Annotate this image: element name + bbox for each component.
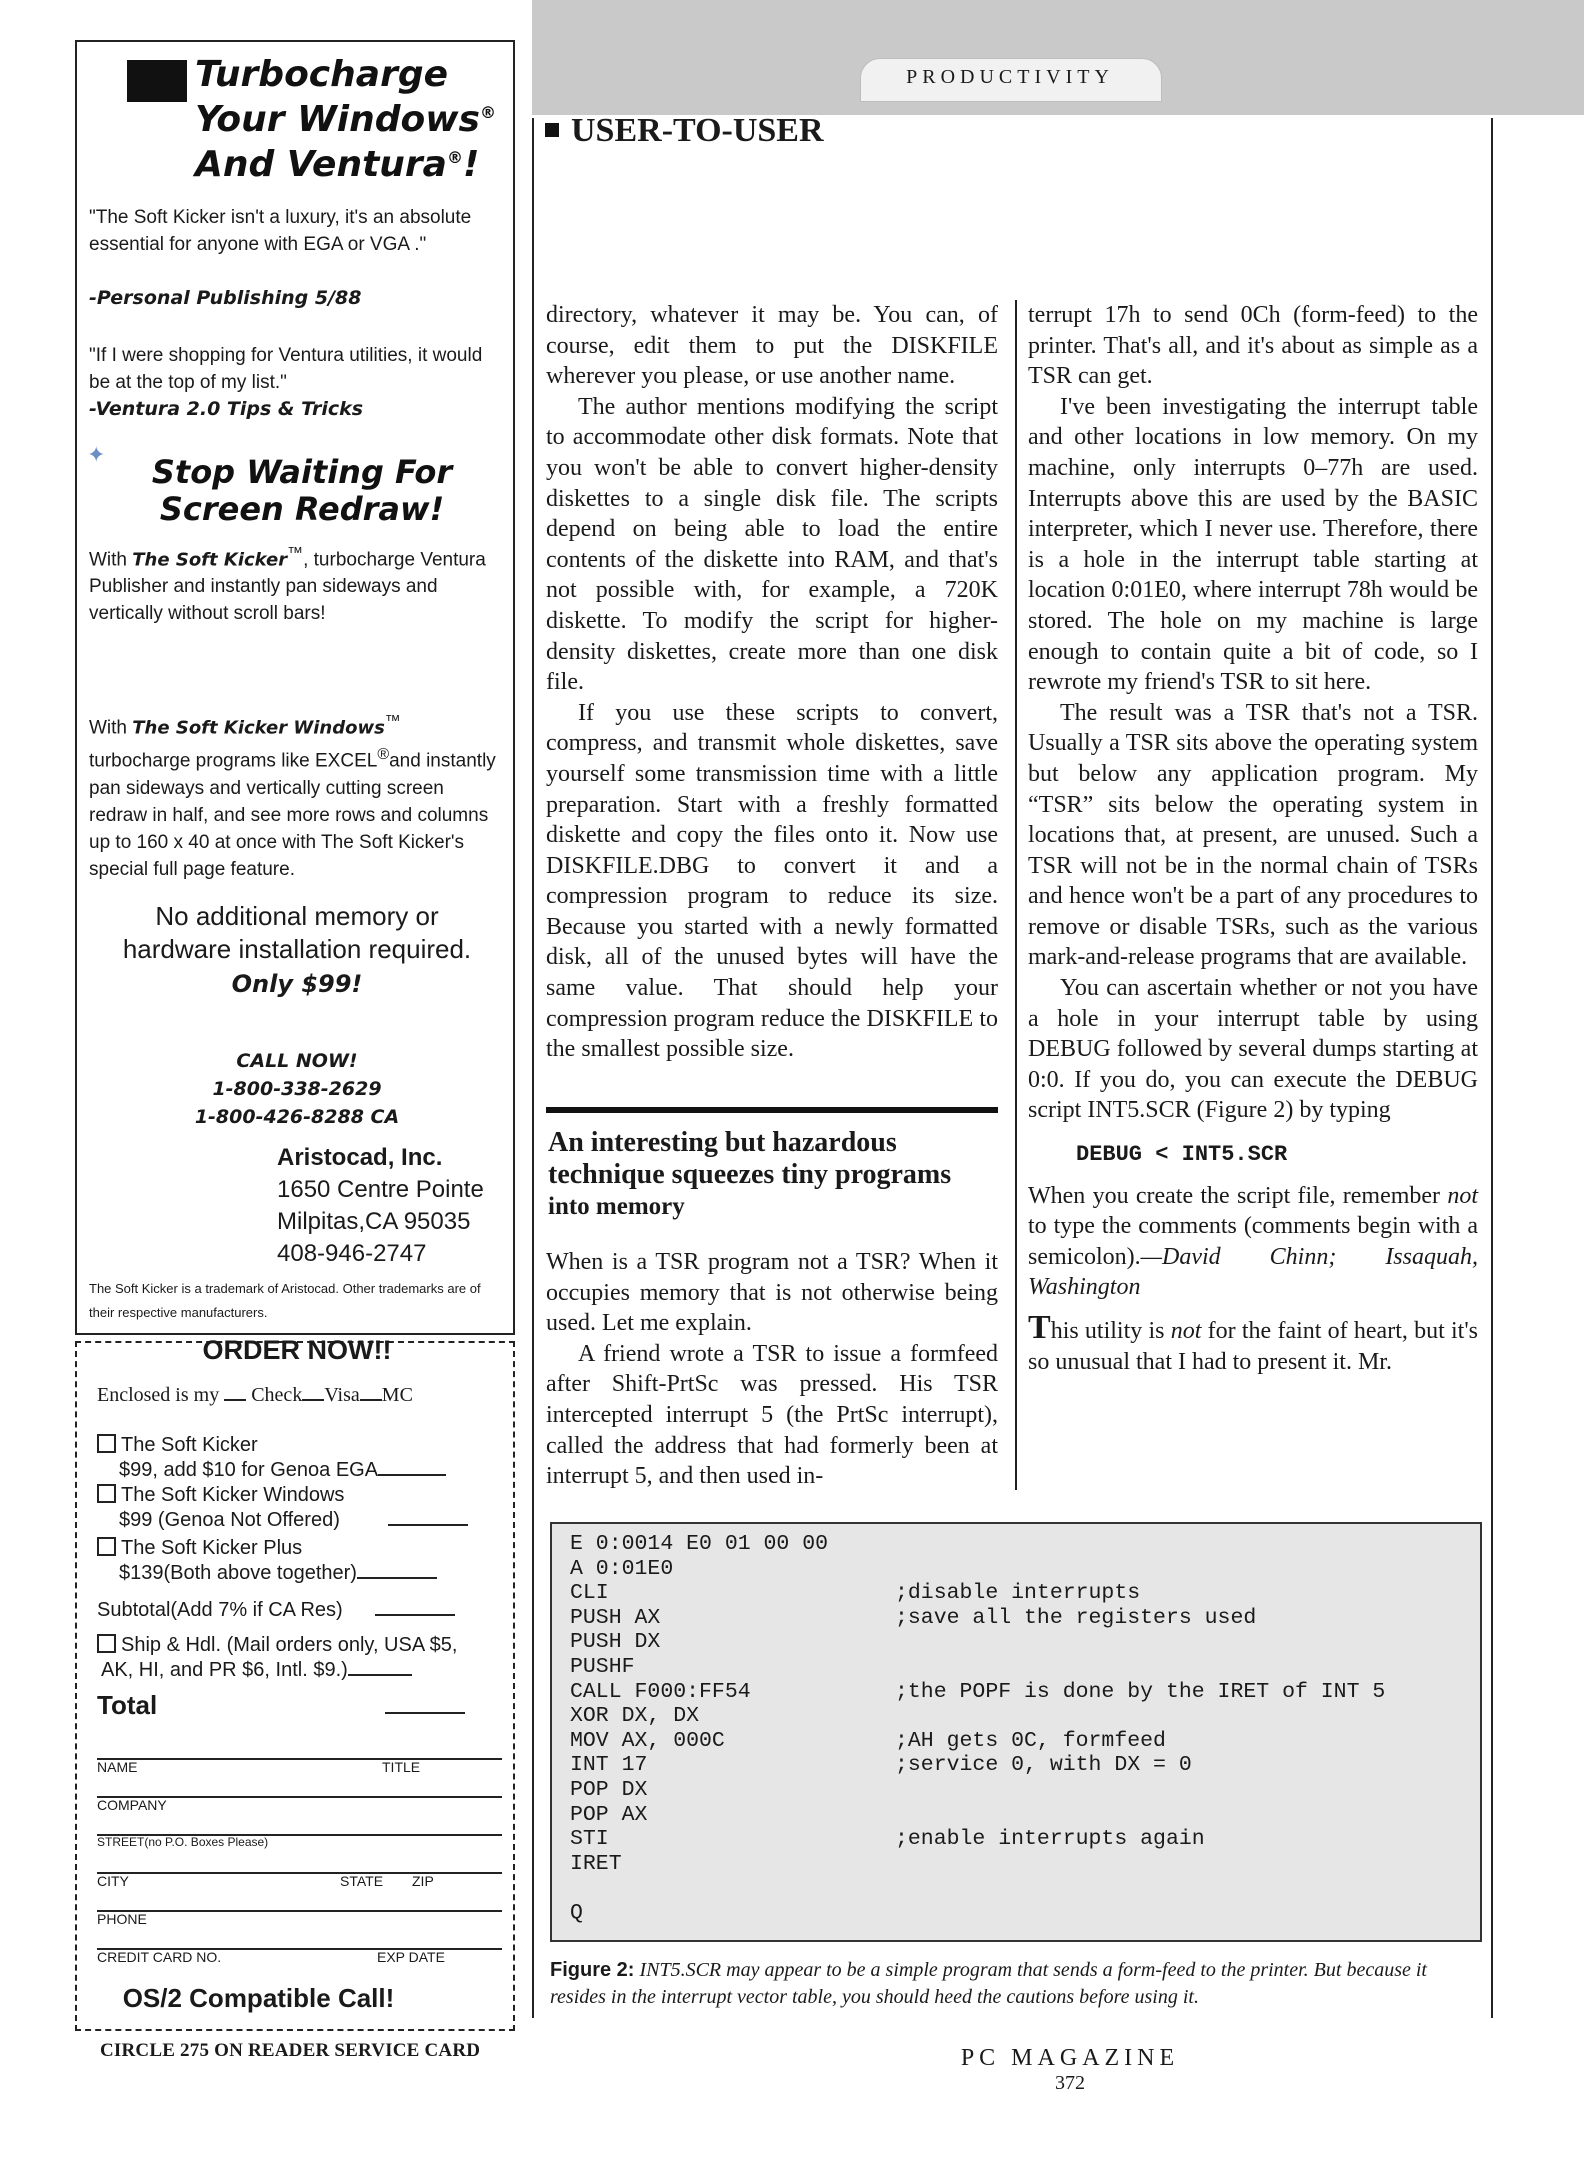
code-instruction: XOR DX, DX bbox=[570, 1704, 700, 1729]
section-title: USER-TO-USER bbox=[545, 112, 824, 150]
advertisement bbox=[75, 40, 515, 1335]
qty-blank[interactable] bbox=[357, 1563, 437, 1579]
paragraph: When you create the script file, remember not to type the comments (comments begin with a semicolon).—David Chinn; Issaquah, Washington bbox=[1028, 1182, 1478, 1301]
code-instruction: E 0:0014 E0 01 00 00 bbox=[570, 1532, 829, 1556]
page-number: 372 bbox=[1055, 2072, 1085, 2094]
code-comment: ;disable interrupts bbox=[895, 1581, 1141, 1606]
ad-cite-1: -Personal Publishing 5/88 bbox=[89, 287, 362, 309]
subtotal-blank[interactable] bbox=[375, 1600, 455, 1616]
paragraph: I've been investigating the interrupt table and other locations in low memory. On my machine, only interrupts 0–77h are used. Interrupts above this are used by the BASIC interpreter, which I never use. Therefore, there is a hole in the interrupt table starting at location 0:01E0, where interrupt 78h would be stored. The hole on my machine is large enough to contain quite a bit of code, so I rewrote my friend's TSR to sit here. bbox=[1028, 393, 1478, 696]
subtotal: Subtotal(Add 7% if CA Res) bbox=[97, 1598, 455, 1623]
article-subhead: An interesting but hazardous technique squeezes tiny programs into memory bbox=[548, 1127, 952, 1220]
shipping: Ship & Hdl. (Mail orders only, USA $5, AK, HI, and PR $6, Intl. $9.) bbox=[97, 1633, 457, 1683]
debug-command: DEBUG < INT5.SCR bbox=[1076, 1142, 1288, 1168]
code-comment: ;save all the registers used bbox=[895, 1605, 1257, 1630]
article-column-1 bbox=[546, 300, 998, 1065]
code-comment: ;service 0, with DX = 0 bbox=[895, 1753, 1192, 1778]
name-line[interactable] bbox=[97, 1758, 502, 1760]
headline-block-graphic bbox=[127, 60, 187, 102]
code-comment: ;the POPF is done by the IRET of INT 5 bbox=[895, 1679, 1386, 1704]
code-instruction: IRET bbox=[570, 1851, 622, 1876]
code-instruction: POP DX bbox=[570, 1777, 648, 1802]
paragraph: If you use these scripts to convert, compress, and transmit whole diskettes, save yourself some transmission time with a little preparation. Start with a freshly formatted diskette and copy the files onto it. Now use DISKFILE.DBG to convert it and a compression program to reduce its size. Because you started with a newly formatted disk, all of the unused bytes will have the same value. That should help your compression program reduce the DISKFILE to the smallest possible size. bbox=[546, 699, 998, 1063]
paragraph: This utility is not for the faint of heart, but it's so unusual that I had to present it. Mr. bbox=[1028, 1309, 1478, 1375]
code-figure bbox=[550, 1522, 1482, 1942]
column-divider bbox=[1015, 300, 1017, 1490]
total: Total bbox=[97, 1693, 465, 1718]
paragraph: The author mentions modifying the script to accommodate other disk formats. Note that you won't be able to convert higher-density diskettes to a single disk file. The scripts depend on being able to load the entire contents of the diskette into RAM, and that's not possible with, for example, a 720K diskette. To modify the script for higher-density diskettes, create more than one disk file. bbox=[546, 393, 998, 696]
code-instruction: A 0:01E0 bbox=[570, 1556, 674, 1581]
paragraph: The result was a TSR that's not a TSR. Usually a TSR sits above the operating system but below any application program. My “TSR” sits below the operating system in locations that, at present, are unused. Such a TSR will not be in the normal chain of TSRs and hence won't be a part of any procedures to remove or disable TSRs, such as the various mark-and-release programs that are available. bbox=[1028, 699, 1478, 971]
code-comment: ;AH gets 0C, formfeed bbox=[895, 1728, 1166, 1753]
subhead-rule bbox=[546, 1107, 998, 1113]
code-instruction: PUSH AX bbox=[570, 1605, 661, 1630]
order-item-soft-kicker-windows: The Soft Kicker Windows $99 (Genoa Not Offered) bbox=[97, 1483, 468, 1533]
qty-blank[interactable] bbox=[378, 1460, 446, 1476]
figure-caption: Figure 2: INT5.SCR may appear to be a simple program that sends a form-feed to the printer. But because it resides in the interrupt vector table, you should heed the cautions before using it. bbox=[550, 1959, 1427, 2008]
shipping-blank[interactable] bbox=[348, 1660, 412, 1676]
bullet-square-icon bbox=[545, 123, 559, 137]
ad-price: Only $99! bbox=[231, 970, 363, 998]
order-form: ORDER NOW!! Enclosed is my Check Visa MC The Soft Kicker $99, add $10 for Genoa EGA The Soft Kicker Windows $99 (Genoa Not Offered) The Soft Kicker Plus $139(Both above together) Subtotal(Add 7% if CA Res) Ship & Hdl. (Mail orders only, USA $5, AK, HI, and PR $6, Intl. $9.) Total NAME TITLE COMPANY STREET(no P.O. Boxes Please) CITY STATE ZIP PHONE CREDIT CARD NO. EXP DATE bbox=[75, 1341, 515, 2031]
column-rule bbox=[1491, 118, 1493, 2018]
paragraph: directory, whatever it may be. You can, of course, edit them to put the DISKFILE wherever you please, or use another name. bbox=[546, 302, 998, 390]
code-instruction: PUSH DX bbox=[570, 1630, 661, 1655]
byline: —David Chinn; Issaquah, Washington bbox=[1028, 1243, 1478, 1301]
ad-paragraph-1: With The Soft Kicker™, turbocharge Ventura Publisher and instantly pan sideways and vertically without scroll bars! bbox=[89, 545, 486, 625]
code-comment: ;enable interrupts again bbox=[895, 1827, 1205, 1852]
checkbox[interactable] bbox=[97, 1484, 116, 1503]
reader-service-note: CIRCLE 275 ON READER SERVICE CARD bbox=[100, 2040, 481, 2061]
code-instruction: CLI bbox=[570, 1581, 609, 1606]
phone-line[interactable] bbox=[97, 1910, 502, 1912]
order-item-soft-kicker: The Soft Kicker $99, add $10 for Genoa EGA bbox=[97, 1433, 446, 1483]
mc-blank[interactable] bbox=[360, 1385, 382, 1401]
ad-headline: Turbocharge Your Windows® And Ventura®! bbox=[195, 54, 496, 185]
payment-method: Enclosed is my Check Visa MC bbox=[97, 1384, 413, 1406]
ad-call-now: CALL NOW! 1-800-338-2629 1-800-426-8288 CA bbox=[77, 1047, 517, 1131]
check-blank[interactable] bbox=[224, 1385, 246, 1401]
ad-cite-2: -Ventura 2.0 Tips & Tricks bbox=[89, 398, 364, 420]
code-instruction: POP AX bbox=[570, 1802, 648, 1827]
checkbox[interactable] bbox=[97, 1434, 116, 1453]
section-rubric: PRODUCTIVITY bbox=[906, 66, 1114, 88]
trademark-note: The Soft Kicker is a trademark of Aristocad. Other trademarks are of their respective manufacturers. bbox=[89, 1281, 481, 1320]
qty-blank[interactable] bbox=[388, 1510, 468, 1526]
order-item-soft-kicker-plus: The Soft Kicker Plus $139(Both above together) bbox=[97, 1536, 437, 1586]
article-column-2 bbox=[1028, 300, 1478, 1377]
code-instruction: PUSHF bbox=[570, 1654, 635, 1679]
column-rule bbox=[532, 118, 534, 2018]
phone-number: 1-800-338-2629 bbox=[212, 1078, 382, 1100]
ad-paragraph-2: With The Soft Kicker Windows™ turbocharge programs like EXCEL®and instantly pan sideways and vertically cutting screen redraw in half, and see more rows and columns up to 160 x 40 at once with The Soft Kicker's special full page feature. bbox=[89, 713, 496, 880]
visa-blank[interactable] bbox=[302, 1385, 324, 1401]
code-instruction: STI bbox=[570, 1827, 609, 1852]
sparkle-icon: ✦ bbox=[87, 442, 106, 467]
magazine-name: PC MAGAZINE bbox=[960, 2045, 1180, 2071]
company-address: Aristocad, Inc. 1650 Centre Pointe Milpitas,CA 95035 408-946-2747 bbox=[277, 1144, 484, 1267]
code-instruction: INT 17 bbox=[570, 1753, 648, 1778]
paragraph: You can ascertain whether or not you have a hole in your interrupt table by using DEBUG followed by several dumps starting at 0:0. If you do, you can execute the DEBUG script INT5.SCR (Figure 2) by typing bbox=[1028, 975, 1478, 1124]
paragraph: When is a TSR program not a TSR? When it occupies memory that is not otherwise being used. Let me explain. bbox=[546, 1249, 998, 1337]
paragraph: A friend wrote a TSR to issue a formfeed after Shift-PrtSc was pressed. His TSR intercepted interrupt 5 (the PrtSc interrupt), called the address that had formerly been at interrupt 5, and then used in- bbox=[546, 1340, 998, 1490]
total-blank[interactable] bbox=[385, 1698, 465, 1714]
os2-compatible: OS/2 Compatible Call! bbox=[122, 1983, 395, 2013]
ad-quote-2: "If I were shopping for Ventura utilities, it would be at the top of my list." bbox=[89, 345, 483, 393]
ad-subheadline: Stop Waiting For Screen Redraw! bbox=[151, 453, 453, 528]
code-instruction: Q bbox=[570, 1900, 583, 1925]
city-line[interactable] bbox=[97, 1872, 502, 1874]
ad-no-memory: No additional memory or hardware installation required. bbox=[122, 901, 472, 964]
ad-quote-1: "The Soft Kicker isn't a luxury, it's an absolute essential for anyone with EGA or VGA ." bbox=[89, 207, 472, 255]
paragraph: terrupt 17h to send 0Ch (form-feed) to the printer. That's all, and it's about as simple as a TSR can get. bbox=[1028, 302, 1478, 390]
code-instruction: CALL F000:FF54 bbox=[570, 1679, 751, 1704]
checkbox[interactable] bbox=[97, 1634, 116, 1653]
code-instruction: MOV AX, 000C bbox=[570, 1728, 725, 1753]
checkbox[interactable] bbox=[97, 1537, 116, 1556]
order-title: ORDER NOW!! bbox=[202, 1335, 392, 1365]
phone-number-ca: 1-800-426-8288 CA bbox=[194, 1106, 400, 1128]
article-column-1b bbox=[546, 1247, 998, 1492]
